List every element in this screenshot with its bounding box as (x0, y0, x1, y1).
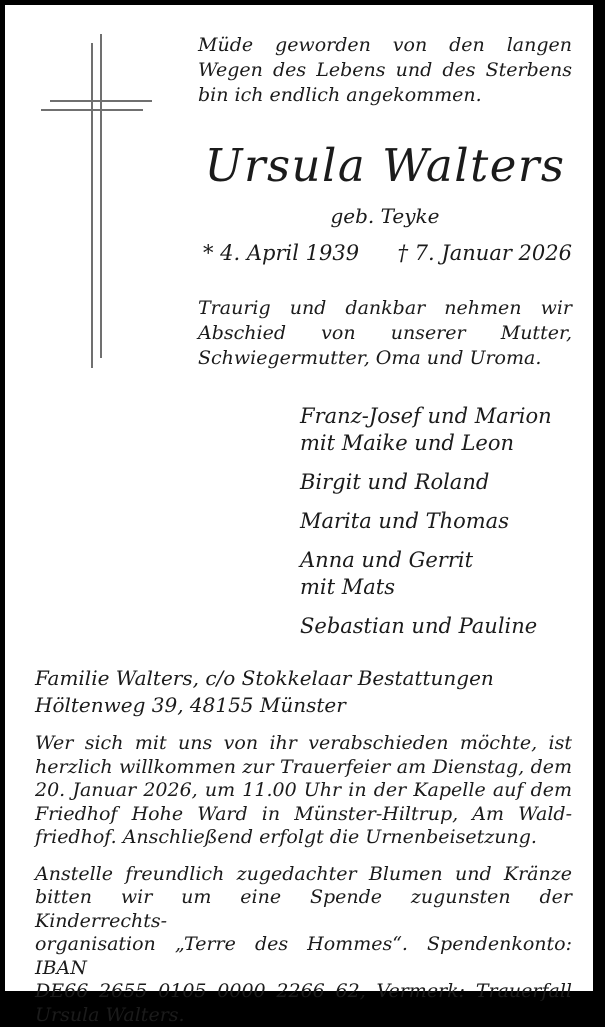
mourners-list (300, 403, 585, 652)
donation-line: Anstelle freundlich zugedachter Blumen und Kränze (35, 863, 572, 887)
death-date: † 7. Januar 2026 (397, 241, 572, 265)
deceased-name: Ursula Walters (198, 139, 572, 192)
service-line: friedhof. Anschließend erfolgt die Urnenbeisetzung. (35, 826, 572, 850)
mourner-line: Marita und Thomas (300, 508, 585, 535)
donation-paragraph (35, 863, 572, 1027)
donation-line: bitten wir um eine Spende zugunsten der Kinderrechts- (35, 886, 572, 933)
farewell-line: Schwiegermutter, Oma und Uroma. (198, 346, 572, 371)
mourner-group (300, 613, 585, 640)
birth-date: * 4. April 1939 (203, 241, 359, 265)
service-paragraph (35, 732, 572, 850)
mourner-line: Birgit und Roland (300, 469, 585, 496)
farewell-paragraph (198, 296, 572, 371)
mourner-group (300, 469, 585, 496)
farewell-line: Abschied von unserer Mutter, (198, 321, 572, 346)
contact-line: Höltenweg 39, 48155 Münster (35, 692, 572, 719)
contact-line: Familie Walters, c/o Stokkelaar Bestattungen (35, 665, 572, 692)
service-line: Friedhof Hohe Ward in Münster-Hiltrup, Am Wald- (35, 803, 572, 827)
mourner-line: Franz-Josef und Marion (300, 403, 585, 430)
life-dates (198, 241, 572, 265)
verse-line: Müde geworden von den langen (198, 33, 572, 58)
service-line: Wer sich mit uns von ihr verabschieden möchte, ist (35, 732, 572, 756)
mourner-line: mit Maike und Leon (300, 430, 585, 457)
cross-vertical-stroke (100, 34, 102, 358)
notice-footer (35, 665, 572, 1027)
contact-address (35, 665, 572, 719)
mourner-group (300, 508, 585, 535)
cross-horizontal-stroke (50, 100, 152, 102)
cross-vertical-stroke (91, 43, 93, 368)
obituary-paper (5, 5, 593, 991)
donation-line: DE66 2655 0105 0000 2266 62, Vermerk: Trauerfall (35, 980, 572, 1004)
maiden-name: geb. Teyke (198, 204, 572, 228)
donation-line: Ursula Walters. (35, 1004, 572, 1027)
service-line: 20. Januar 2026, um 11.00 Uhr in der Kapelle auf dem (35, 779, 572, 803)
cross-horizontal-stroke (41, 109, 143, 111)
verse-line: bin ich endlich angekommen. (198, 83, 572, 108)
farewell-line: Traurig und dankbar nehmen wir (198, 296, 572, 321)
opening-verse (198, 33, 572, 108)
donation-line: organisation „Terre des Hommes“. Spendenkonto: IBAN (35, 933, 572, 980)
mourner-group (300, 547, 585, 601)
verse-line: Wegen des Lebens und des Sterbens (198, 58, 572, 83)
mourner-line: mit Mats (300, 574, 585, 601)
mourner-group (300, 403, 585, 457)
service-line: herzlich willkommen zur Trauerfeier am Dienstag, dem (35, 756, 572, 780)
mourner-line: Sebastian und Pauline (300, 613, 585, 640)
mourner-line: Anna und Gerrit (300, 547, 585, 574)
